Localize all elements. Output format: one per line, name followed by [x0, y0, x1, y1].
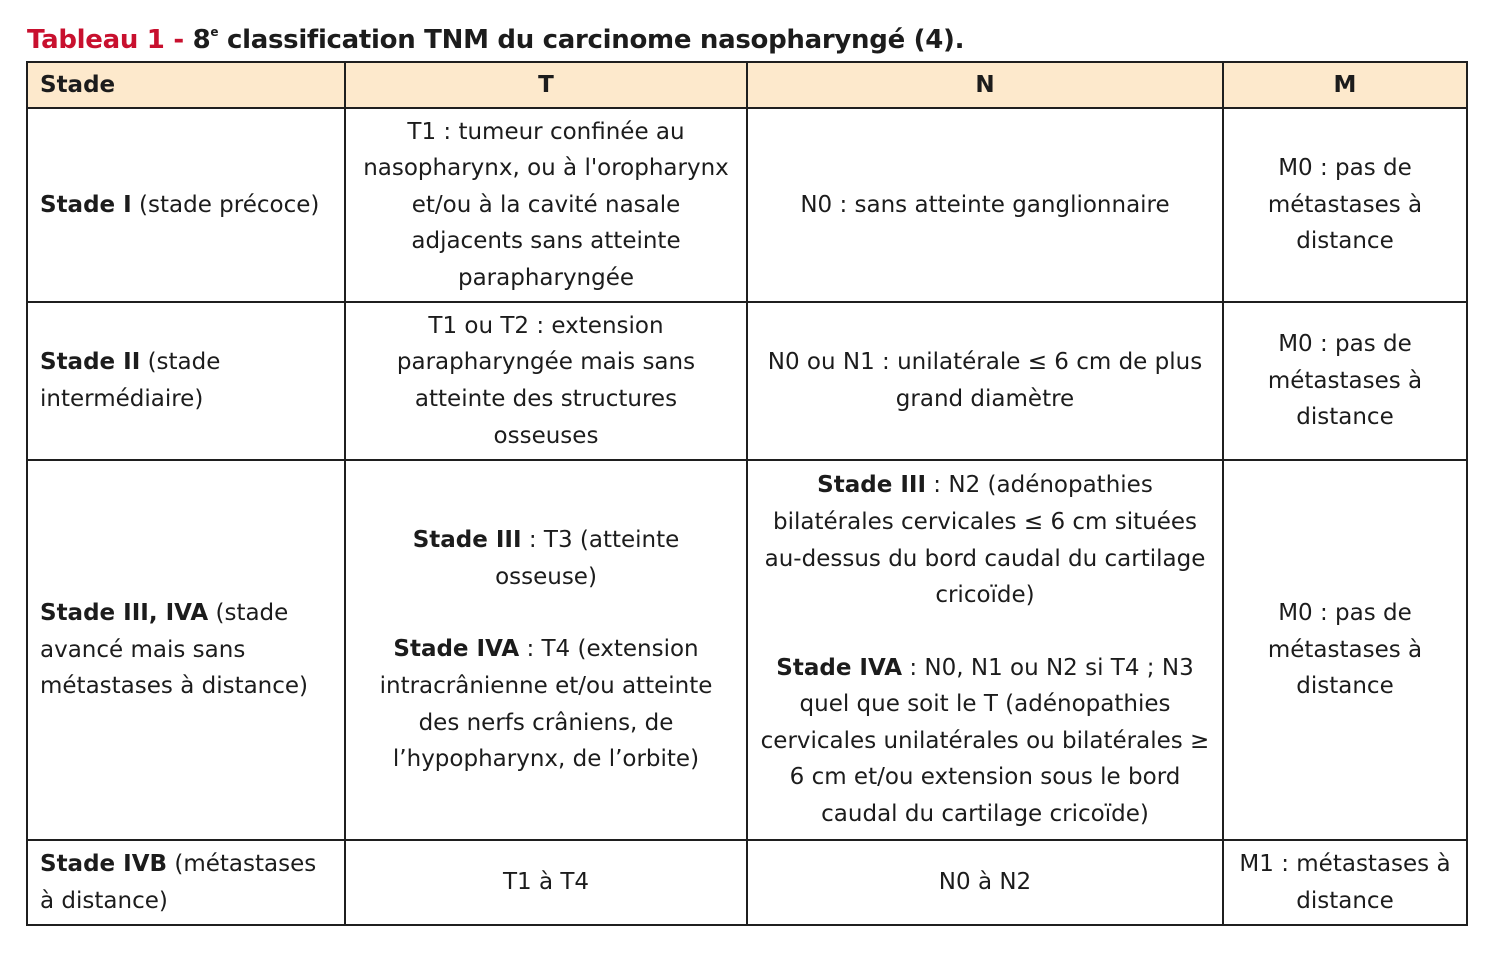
t-cell: T1 : tumeur confinée au nasopharynx, ou à l'oropharynx et/ou à la cavité nasale adjacents sans atteinte parapharyngée [345, 108, 747, 302]
spacer [758, 614, 1212, 650]
n-cell: N0 à N2 [747, 840, 1223, 925]
header-row [27, 62, 1467, 108]
n-cell: N0 : sans atteinte ganglionnaire [747, 108, 1223, 302]
n-cell: N0 ou N1 : unilatérale ≤ 6 cm de plus grand diamètre [747, 302, 1223, 460]
tnm-classification-table [26, 61, 1468, 926]
table-row [27, 460, 1467, 840]
table-row [27, 108, 1467, 302]
t-cell: T1 ou T2 : extension parapharyngée mais sans atteinte des structures osseuses [345, 302, 747, 460]
stage-name: Stade IVB [40, 850, 168, 877]
t-stage-iii-label: Stade III [412, 527, 522, 554]
t-stage-iva-text: : T4 (extension intracrânienne et/ou atteinte des nerfs crâniens, de l’hypopharynx, de l’orbite) [379, 636, 713, 773]
stage-cell [27, 108, 345, 302]
n-stage-iii-label: Stade III [817, 472, 926, 499]
spacer [362, 595, 730, 631]
m-cell: M1 : métastases à distance [1223, 840, 1467, 925]
n-cell [747, 460, 1223, 840]
header-n: N [747, 62, 1223, 108]
stage-name: Stade III, IVA [40, 600, 209, 627]
t-cell: T1 à T4 [345, 840, 747, 925]
caption-superscript: e [210, 25, 219, 39]
caption-label: Tableau 1 - [27, 25, 184, 55]
stage-description: (stade précoce) [131, 191, 320, 218]
t-stage-iva [362, 631, 730, 777]
t-cell [345, 460, 747, 840]
t-stage-iii [362, 522, 730, 595]
stage-description: (stade intermédiaire) [40, 349, 221, 412]
stage-description: (métastases à distance) [40, 850, 317, 914]
m-cell: M0 : pas de métastases à distance [1223, 108, 1467, 302]
n-stage-iii [758, 467, 1212, 613]
stage-name: Stade I [40, 191, 132, 218]
header-stade: Stade [27, 62, 345, 108]
table-row [27, 840, 1467, 925]
t-stage-iii-text: : T3 (atteinte osseuse) [495, 527, 680, 590]
table-row [27, 302, 1467, 460]
header-t: T [345, 62, 747, 108]
stage-cell [27, 460, 345, 840]
stage-cell [27, 302, 345, 460]
n-stage-iva [758, 650, 1212, 833]
stage-description: (stade avancé mais sans métastases à distance) [40, 600, 309, 700]
m-cell: M0 : pas de métastases à distance [1223, 302, 1467, 460]
m-cell: M0 : pas de métastases à distance [1223, 460, 1467, 840]
table-caption [27, 14, 964, 58]
n-stage-iva-label: Stade IVA [776, 654, 903, 681]
header-m: M [1223, 62, 1467, 108]
caption-number: 8 [192, 25, 211, 55]
t-stage-iva-label: Stade IVA [393, 636, 520, 663]
stage-name: Stade II [40, 349, 141, 376]
stage-cell [27, 840, 345, 925]
n-stage-iii-text: : N2 (adénopathies bilatérales cervicales ≤ 6 cm situées au-dessus du bord caudal du cartilage cricoïde) [764, 472, 1206, 609]
n-stage-iva-text: : N0, N1 ou N2 si T4 ; N3 quel que soit le T (adénopathies cervicales unilatérales ou bilatérales ≥ 6 cm et/ou extension sous le bord caudal du cartilage cricoïde) [760, 654, 1210, 828]
caption-text: classification TNM du carcinome nasopharyngé (4). [227, 25, 965, 55]
